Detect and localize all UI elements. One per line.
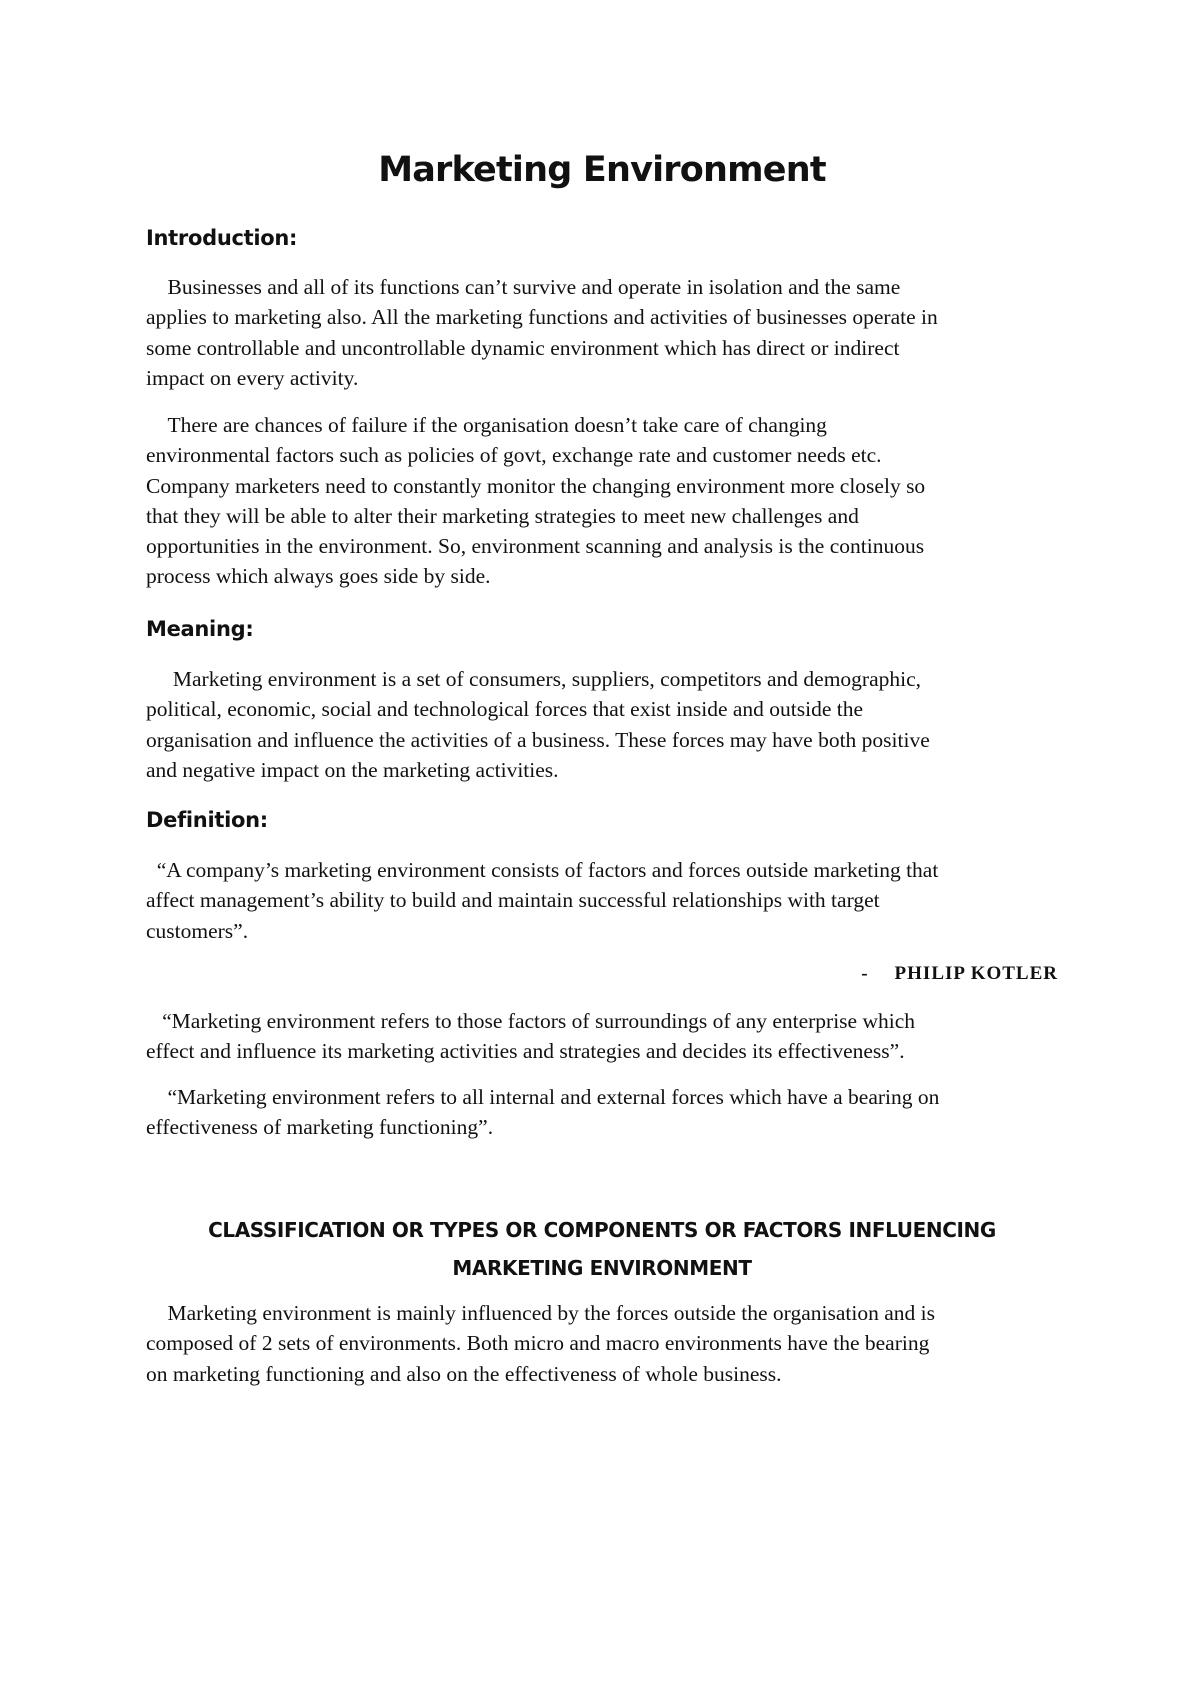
meaning-heading: Meaning: — [146, 617, 254, 641]
introduction-paragraph-1: Businesses and all of its functions can’t survive and operate in isolation and the same applies to marketing also. All the marketing functions and activities of businesses operate in some controllable and uncontrollable dynamic environment which has direct or indirect impact on every activity. — [146, 275, 938, 390]
author-name: PHILIP KOTLER — [894, 963, 1058, 984]
introduction-paragraph-2: There are chances of failure if the organisation doesn’t take care of changing environmental factors such as policies of govt, exchange rate and customer needs etc. Company marketers need to constantly monitor the changing environment more closely so that they will be able to alter their marketing strategies to meet new challenges and opportunities in the environment. So, environment scanning and analysis is the continuous process which always goes side by side. — [146, 413, 926, 589]
classification-heading: CLASSIFICATION OR TYPES OR COMPONENTS OR FACTORS INFLUENCING MARKETING ENVIRONMENT — [208, 1218, 996, 1280]
author-dash: - — [861, 963, 869, 984]
definition-quote-3: “Marketing environment refers to all internal and external forces which have a bearing on effectiveness of marketing functioning”. — [146, 1085, 940, 1140]
definition-quote-2: “Marketing environment refers to those factors of surroundings of any enterprise which effect and influence its marketing activities and strategies and decides its effectiveness”. — [146, 1009, 915, 1064]
definition-quote-1: “A company’s marketing environment consists of factors and forces outside marketing that affect management’s ability to build and maintain successful relationships with target customers”. — [146, 858, 939, 943]
definition-heading: Definition: — [146, 808, 268, 832]
introduction-heading: Introduction: — [146, 226, 298, 250]
quote-author — [861, 963, 1058, 985]
classification-paragraph: Marketing environment is mainly influenced by the forces outside the organisation and is composed of 2 sets of environments. Both micro and macro environments have the bearing on marketing functioning and also on the effectiveness of whole business. — [146, 1301, 935, 1386]
document-title: Marketing Environment — [378, 150, 826, 190]
meaning-paragraph: Marketing environment is a set of consumers, suppliers, competitors and demographic, political, economic, social and technological forces that exist inside and outside the organisation and influence the activities of a business. These forces may have both positive and negative impact on the marketing activities. — [146, 667, 930, 782]
